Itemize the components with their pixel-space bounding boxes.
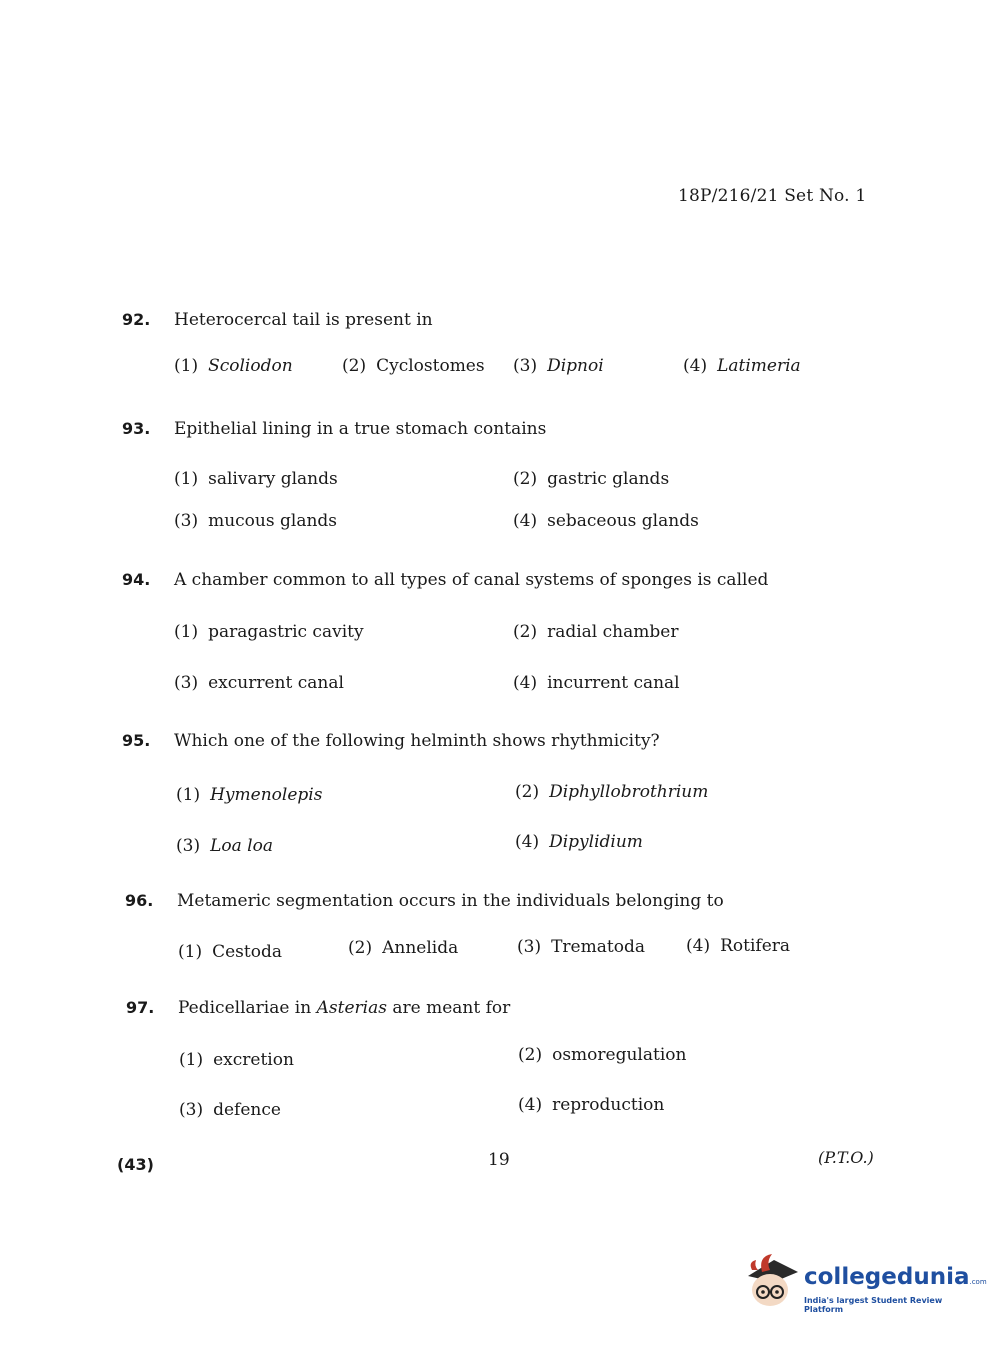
option-3: (3) Dipnoi (513, 356, 604, 376)
option-4: (4) Latimeria (683, 356, 801, 376)
logo-wordmark: collegedunia.com (804, 1264, 987, 1290)
option-3: (3) Trematoda (517, 937, 645, 957)
paper-code: 18P/216/21 Set No. 1 (678, 186, 867, 206)
question-number: 94. (122, 570, 151, 589)
option-1: (1) excretion (179, 1050, 294, 1070)
footer-code: (43) (117, 1155, 154, 1174)
pto-note: (P.T.O.) (818, 1148, 874, 1167)
collegedunia-logo (740, 1250, 987, 1320)
option-1: (1) Hymenolepis (176, 785, 323, 805)
question-text: Pedicellariae in Asterias are meant for (178, 998, 511, 1018)
option-4: (4) Rotifera (686, 936, 791, 956)
option-1: (1) paragastric cavity (174, 622, 364, 642)
page-number: 19 (488, 1150, 510, 1170)
option-1: (1) salivary glands (174, 469, 338, 489)
logo-tagline: India's largest Student Review Platform (804, 1296, 943, 1314)
option-2: (2) Diphyllobrothrium (515, 782, 709, 802)
question-text: Heterocercal tail is present in (174, 310, 433, 330)
question-number: 95. (122, 731, 151, 750)
question-text: Metameric segmentation occurs in the individuals belonging to (177, 891, 724, 911)
question-text: A chamber common to all types of canal systems of sponges is called (174, 570, 769, 590)
option-4: (4) Dipylidium (515, 832, 643, 852)
option-4: (4) incurrent canal (513, 673, 680, 693)
mascot-icon (740, 1250, 802, 1312)
option-4: (4) reproduction (518, 1095, 665, 1115)
option-3: (3) excurrent canal (174, 673, 344, 693)
question-number: 92. (122, 310, 151, 329)
option-4: (4) sebaceous glands (513, 511, 699, 531)
option-3: (3) Loa loa (176, 836, 273, 856)
option-1: (1) Cestoda (178, 942, 282, 962)
question-text: Which one of the following helminth shows rhythmicity? (174, 731, 660, 751)
option-3: (3) defence (179, 1100, 281, 1120)
option-2: (2) osmoregulation (518, 1045, 687, 1065)
option-2: (2) Cyclostomes (342, 356, 485, 376)
question-number: 96. (125, 891, 154, 910)
option-1: (1) Scoliodon (174, 356, 293, 376)
option-2: (2) Annelida (348, 938, 459, 958)
option-2: (2) radial chamber (513, 622, 679, 642)
question-text: Epithelial lining in a true stomach contains (174, 419, 547, 439)
option-3: (3) mucous glands (174, 511, 338, 531)
option-2: (2) gastric glands (513, 469, 670, 489)
question-number: 93. (122, 419, 151, 438)
question-number: 97. (126, 998, 155, 1017)
